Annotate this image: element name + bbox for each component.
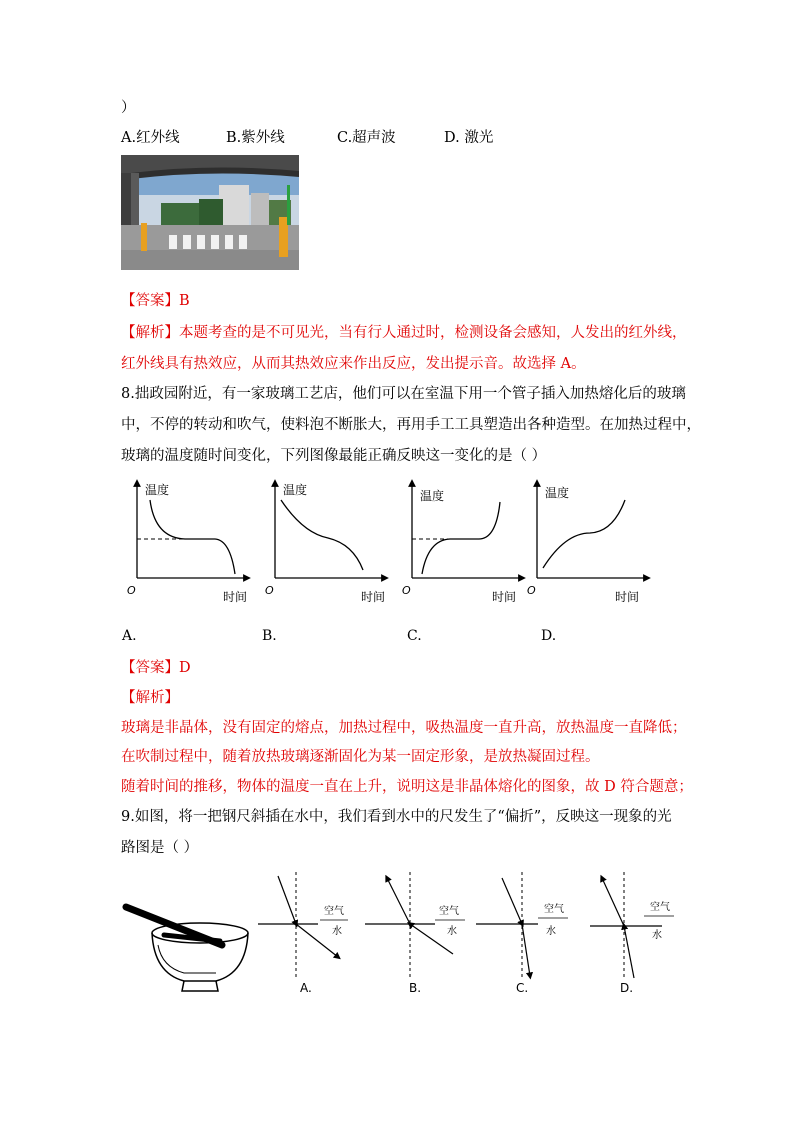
q8-graph-label-a: A. [122,628,137,644]
air-label: 空气 [324,906,344,917]
origin-label: O [527,584,536,597]
q7-stem-tail: ） [121,100,136,116]
water-label: 水 [447,926,457,937]
q8-stem-line-3: 玻璃的温度随时间变化，下列图像最能正确反映这一变化的是（ ） [121,448,547,464]
ray-diagram-c [476,872,586,1006]
ray-diagram-a [258,872,358,1006]
q7-analysis-line-1 [121,323,687,343]
q8-stem-line-2: 中，不停的转动和吹气，使料泡不断胀大，再用手工工具塑造出各种造型。在加热过程中， [121,417,701,433]
air-label: 空气 [544,904,564,915]
option-label: A. [300,981,312,995]
option-label: C. [516,981,529,995]
q7-analysis-line-2: 红外线具有热效应，从而其热效应来作出反应，发出提示音。故选择 A。 [121,356,586,372]
ray-diagram-b [365,872,475,1006]
q7-option-d: D. 激光 [444,130,494,146]
option-label: D. [620,981,634,995]
ray-diagram-d [590,872,700,1006]
y-axis-label: 温度 [545,486,570,500]
q9-stem-line-1: 9.如图，将一把钢尺斜插在水中，我们看到水中的尺发生了“偏折”，反映这一现象的光 [121,809,672,825]
q8-graph-label-c: C. [407,628,422,644]
answer-tag: 【答案】 [121,293,179,309]
analysis-text: 本题考查的是不可见光，当有行人通过时，检测设备会感知，人发出的红外线， [179,325,687,341]
q8-answer [121,658,191,678]
q7-option-b: B.紫外线 [226,130,285,146]
q7-option-c: C.超声波 [337,130,396,146]
q8-analysis-line-2: 在吹制过程中，随着放热玻璃逐渐固化为某一固定形象，是放热凝固过程。 [121,749,600,765]
air-label: 空气 [650,902,670,913]
x-axis-label: 时间 [615,590,640,604]
x-axis-label: 时间 [223,590,248,604]
origin-label: O [402,584,411,597]
q8-analysis-line-3: 随着时间的推移，物体的温度一直在上升，说明这是非晶体熔化的图象，故 D 符合题意； [121,779,693,795]
q8-analysis-line-1: 玻璃是非晶体，没有固定的熔点，加热过程中，吸热温度一直升高，放热温度一直降低； [121,720,687,736]
option-label: B. [409,981,422,995]
y-axis-label: 温度 [283,483,308,497]
air-label: 空气 [439,906,459,917]
q9-stem-line-2: 路图是（ ） [121,840,199,856]
q8-analysis-tag: 【解析】 [121,690,179,706]
q8-stem-line-1: 8.拙政园附近，有一家玻璃工艺店，他们可以在室温下用一个管子插入加热熔化后的玻璃 [121,386,686,402]
x-axis-label: 时间 [361,590,386,604]
y-axis-label: 温度 [420,489,445,503]
bowl-with-ruler-illustration [122,895,252,1009]
q8-graph-label-b: B. [262,628,277,644]
q8-graph-b [263,478,393,612]
x-axis-label: 时间 [492,590,517,604]
origin-label: O [265,584,274,597]
water-label: 水 [332,926,342,937]
q8-graph-label-d: D. [541,628,557,644]
crosswalk-photo [121,155,299,270]
origin-label: O [127,584,136,597]
water-label: 水 [652,930,662,941]
q7-option-a: A.红外线 [121,130,180,146]
water-label: 水 [546,926,556,937]
answer-tag: 【答案】 [121,660,179,676]
y-axis-label: 温度 [145,483,170,497]
q8-graph-d [525,478,655,612]
answer-value: D [179,660,191,676]
q8-graph-a [125,478,255,612]
answer-value: B [179,293,190,309]
q8-graph-c [400,478,530,612]
analysis-tag: 【解析】 [121,325,179,341]
q7-answer [121,291,190,311]
